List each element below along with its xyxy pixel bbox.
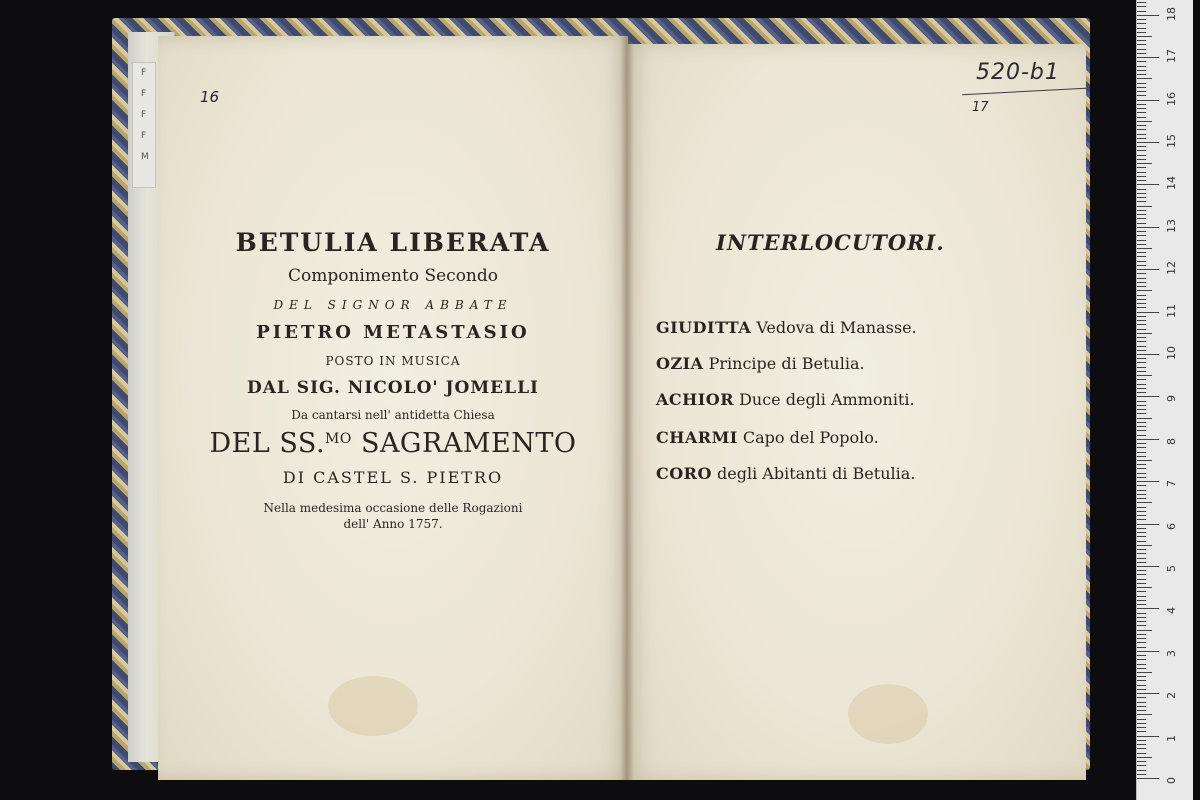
stain (848, 684, 928, 744)
ruler-tick (1137, 265, 1146, 266)
occasion-text: Nella medesima occasione delle Rogazioni dell' Anno 1757. (263, 501, 523, 531)
ruler-tick (1137, 443, 1146, 444)
ruler-tick (1137, 685, 1146, 686)
ruler-tick (1137, 197, 1146, 198)
ruler-tick (1137, 218, 1146, 219)
cast-heading: INTERLOCUTORI. (716, 230, 945, 255)
ruler-tick (1137, 337, 1146, 338)
ruler-tick (1137, 401, 1146, 402)
ruler-number: 5 (1165, 565, 1178, 572)
ruler-tick (1137, 511, 1146, 512)
ruler-tick (1137, 142, 1159, 143)
ruler-tick (1137, 731, 1146, 732)
ruler-tick (1137, 396, 1159, 397)
ruler-tick (1137, 36, 1152, 37)
ruler-tick (1137, 210, 1146, 211)
ruler-tick (1137, 138, 1146, 139)
author-prefix: DEL SIGNOR ABBATE (273, 298, 513, 312)
ruler-tick (1137, 426, 1146, 427)
ruler-tick (1137, 693, 1159, 694)
ruler-tick (1137, 545, 1152, 546)
ruler-number: 6 (1165, 522, 1178, 530)
ruler-tick (1137, 604, 1146, 605)
index-tab-strip: F F F F M (132, 62, 156, 188)
ruler-tick (1137, 244, 1146, 245)
ruler-tick (1137, 57, 1159, 58)
ruler-tick (1137, 108, 1146, 109)
ruler-tick (1137, 672, 1152, 673)
ruler-tick (1137, 655, 1146, 656)
ruler-tick (1137, 333, 1152, 334)
venue-line: Da cantarsi nell' antidetta Chiesa (291, 408, 495, 422)
ruler-tick (1137, 668, 1146, 669)
ruler-number: 4 (1165, 607, 1178, 615)
ruler-tick (1137, 477, 1146, 478)
ruler-tick (1137, 562, 1146, 563)
ruler-tick (1137, 591, 1146, 592)
ruler-tick (1137, 634, 1146, 635)
ruler-tick (1137, 702, 1146, 703)
ruler-number: 11 (1165, 303, 1178, 318)
ruler-tick (1137, 278, 1146, 279)
ruler-tick (1137, 367, 1146, 368)
ruler-tick (1137, 753, 1146, 754)
ruler-tick (1137, 256, 1146, 257)
ruler-tick (1137, 223, 1146, 224)
ruler-number: 18 (1165, 6, 1178, 21)
ruler-tick (1137, 409, 1146, 410)
ruler-number: 17 (1165, 49, 1178, 64)
folio-number: 17 (972, 100, 989, 115)
ruler-tick (1137, 723, 1146, 724)
ruler-tick (1137, 346, 1146, 347)
ruler-number: 14 (1165, 176, 1178, 191)
ruler-tick (1137, 40, 1146, 41)
ruler-tick (1137, 184, 1159, 185)
ruler-tick (1137, 507, 1146, 508)
ruler-tick (1137, 167, 1146, 168)
ruler-tick (1137, 23, 1146, 24)
ruler-tick (1137, 727, 1146, 728)
ruler-tick (1137, 6, 1146, 7)
ruler-tick (1137, 744, 1146, 745)
ruler-tick (1137, 295, 1146, 296)
ruler-tick (1137, 498, 1146, 499)
ruler-tick (1137, 273, 1146, 274)
ruler-tick (1137, 19, 1146, 20)
ruler-tick (1137, 439, 1159, 440)
ruler-tick (1137, 329, 1146, 330)
cast-entry: CORO degli Abitanti di Betulia. (656, 464, 916, 483)
ruler-tick (1137, 676, 1146, 677)
cast-entry: GIUDITTA Vedova di Manasse. (656, 318, 917, 337)
ruler-tick (1137, 15, 1159, 16)
ruler-tick (1137, 371, 1146, 372)
ruler-tick (1137, 452, 1146, 453)
ruler-tick (1137, 32, 1146, 33)
ruler-tick (1137, 770, 1146, 771)
ruler-tick (1137, 11, 1146, 12)
ruler-tick (1137, 2, 1146, 3)
ruler-tick (1137, 269, 1159, 270)
ruler-tick (1137, 235, 1146, 236)
ruler-tick (1137, 468, 1146, 469)
ruler-tick (1137, 112, 1146, 113)
measuring-ruler (1136, 0, 1193, 800)
music-line: POSTO IN MUSICA (325, 354, 461, 368)
ruler-tick (1137, 761, 1146, 762)
ruler-tick (1137, 150, 1146, 151)
ruler-tick (1137, 664, 1146, 665)
cast-entry: CHARMI Capo del Popolo. (656, 428, 879, 447)
ruler-tick (1137, 549, 1146, 550)
ruler-tick (1137, 710, 1146, 711)
work-subtitle: Componimento Secondo (288, 266, 498, 286)
ruler-tick (1137, 252, 1146, 253)
ruler-tick (1137, 774, 1146, 775)
ruler-tick (1137, 625, 1146, 626)
ruler-tick (1137, 689, 1146, 690)
folio-number: 16 (200, 88, 220, 106)
ruler-tick (1137, 413, 1146, 414)
cast-entry: OZIA Principe di Betulia. (656, 354, 865, 373)
ruler-tick (1137, 146, 1146, 147)
ruler-tick (1137, 714, 1152, 715)
ruler-tick (1137, 231, 1146, 232)
stain (328, 676, 418, 736)
ruler-tick (1137, 180, 1146, 181)
ruler-tick (1137, 201, 1146, 202)
ruler-tick (1137, 159, 1146, 160)
ruler-tick (1137, 125, 1146, 126)
ruler-tick (1137, 303, 1146, 304)
ruler-tick (1137, 647, 1146, 648)
ruler-tick (1137, 44, 1146, 45)
ruler-number: 15 (1165, 134, 1178, 148)
ruler-tick (1137, 697, 1146, 698)
ruler-tick (1137, 435, 1146, 436)
ruler-tick (1137, 659, 1146, 660)
ruler-tick (1137, 536, 1146, 537)
ruler-tick (1137, 214, 1146, 215)
ruler-tick (1137, 740, 1146, 741)
ruler-tick (1137, 502, 1152, 503)
ruler-tick (1137, 608, 1159, 609)
ruler-tick (1137, 286, 1146, 287)
ruler-tick (1137, 583, 1146, 584)
ruler-tick (1137, 642, 1146, 643)
ruler-tick (1137, 422, 1146, 423)
ruler-tick (1137, 193, 1146, 194)
ruler-tick (1137, 78, 1152, 79)
left-page (158, 36, 628, 780)
ruler-tick (1137, 494, 1146, 495)
ruler-tick (1137, 312, 1159, 313)
ruler-tick (1137, 299, 1146, 300)
ruler-tick (1137, 240, 1146, 241)
ruler-tick (1137, 248, 1152, 249)
ruler-number: 1 (1165, 734, 1178, 742)
ruler-tick (1137, 651, 1159, 652)
ruler-tick (1137, 121, 1152, 122)
ruler-number: 13 (1165, 218, 1178, 233)
ruler-tick (1137, 227, 1159, 228)
ruler-tick (1137, 87, 1146, 88)
ruler-tick (1137, 553, 1146, 554)
ruler-number: 8 (1165, 437, 1178, 445)
ruler-tick (1137, 587, 1152, 588)
ruler-tick (1137, 464, 1146, 465)
ruler-tick (1137, 316, 1146, 317)
ruler-tick (1137, 384, 1146, 385)
ruler-tick (1137, 570, 1146, 571)
ruler-tick (1137, 748, 1146, 749)
ruler-tick (1137, 481, 1159, 482)
ruler-tick (1137, 558, 1146, 559)
book-gutter (620, 36, 634, 780)
ruler-tick (1137, 736, 1159, 737)
ruler-number: 2 (1165, 692, 1178, 700)
ruler-tick (1137, 324, 1146, 325)
ruler-tick (1137, 392, 1146, 393)
ruler-tick (1137, 621, 1146, 622)
ruler-tick (1137, 613, 1146, 614)
composer-name: DAL SIG. NICOLO' JOMELLI (247, 378, 539, 398)
ruler-tick (1137, 541, 1146, 542)
ruler-tick (1137, 379, 1146, 380)
ruler-tick (1137, 574, 1146, 575)
ruler-tick (1137, 388, 1146, 389)
ruler-tick (1137, 447, 1146, 448)
ruler-tick (1137, 155, 1146, 156)
ruler-tick (1137, 172, 1146, 173)
ruler-tick (1137, 307, 1146, 308)
ruler-tick (1137, 579, 1146, 580)
ruler-tick (1137, 49, 1146, 50)
ruler-tick (1137, 83, 1146, 84)
ruler-tick (1137, 630, 1152, 631)
ruler-tick (1137, 358, 1146, 359)
ruler-number: 16 (1165, 91, 1178, 106)
ruler-tick (1137, 104, 1146, 105)
ruler-tick (1137, 66, 1146, 67)
ruler-tick (1137, 719, 1146, 720)
ruler-tick (1137, 490, 1146, 491)
ruler-tick (1137, 61, 1146, 62)
ruler-tick (1137, 519, 1146, 520)
shelfmark: 520-b1 (976, 60, 1060, 85)
ruler-tick (1137, 290, 1152, 291)
ruler-tick (1137, 405, 1146, 406)
ruler-number: 0 (1165, 777, 1178, 784)
ruler-number: 10 (1165, 346, 1178, 360)
church-name: DEL SS.$^{MO}$ SAGRAMENTO (209, 428, 577, 459)
cast-entry: ACHIOR Duce degli Ammoniti. (656, 390, 915, 409)
ruler-tick (1137, 341, 1146, 342)
place-name: DI CASTEL S. PIETRO (282, 468, 504, 487)
ruler-tick (1137, 430, 1146, 431)
ruler-tick (1137, 117, 1146, 118)
ruler-tick (1137, 189, 1146, 190)
ruler-tick (1137, 129, 1146, 130)
ruler-tick (1137, 418, 1152, 419)
ruler-tick (1137, 485, 1146, 486)
ruler-number: 3 (1165, 649, 1178, 657)
ruler-tick (1137, 528, 1146, 529)
ruler-tick (1137, 515, 1146, 516)
ruler-tick (1137, 757, 1152, 758)
work-title: BETULIA LIBERATA (235, 228, 551, 257)
ruler-tick (1137, 600, 1146, 601)
ruler-tick (1137, 74, 1146, 75)
ruler-tick (1137, 778, 1159, 779)
ruler-tick (1137, 362, 1146, 363)
ruler-tick (1137, 95, 1146, 96)
ruler-tick (1137, 320, 1146, 321)
ruler-tick (1137, 134, 1146, 135)
ruler-tick (1137, 261, 1146, 262)
ruler-tick (1137, 532, 1146, 533)
ruler-tick (1137, 100, 1159, 101)
author-name: PIETRO METASTASIO (256, 322, 530, 343)
right-page (628, 44, 1086, 780)
ruler-tick (1137, 163, 1152, 164)
shelfmark-rule (962, 88, 1086, 95)
ruler-number: 12 (1165, 261, 1178, 276)
ruler-tick (1137, 282, 1146, 283)
ruler-tick (1137, 53, 1146, 54)
ruler-tick (1137, 566, 1159, 567)
ruler-tick (1137, 680, 1146, 681)
ruler-tick (1137, 638, 1146, 639)
ruler-tick (1137, 375, 1152, 376)
ruler-tick (1137, 70, 1146, 71)
ruler-tick (1137, 206, 1152, 207)
ruler-tick (1137, 473, 1146, 474)
ruler-tick (1137, 596, 1146, 597)
ruler-number: 7 (1165, 480, 1178, 488)
ruler-tick (1137, 354, 1159, 355)
ruler-tick (1137, 765, 1146, 766)
ruler-tick (1137, 350, 1146, 351)
ruler-tick (1137, 456, 1146, 457)
ruler-tick (1137, 706, 1146, 707)
ruler-tick (1137, 91, 1146, 92)
ruler-tick (1137, 524, 1159, 525)
ruler-tick (1137, 28, 1146, 29)
ruler-tick (1137, 617, 1146, 618)
ruler-number: 9 (1165, 395, 1178, 403)
ruler-tick (1137, 460, 1152, 461)
ruler-tick (1137, 176, 1146, 177)
